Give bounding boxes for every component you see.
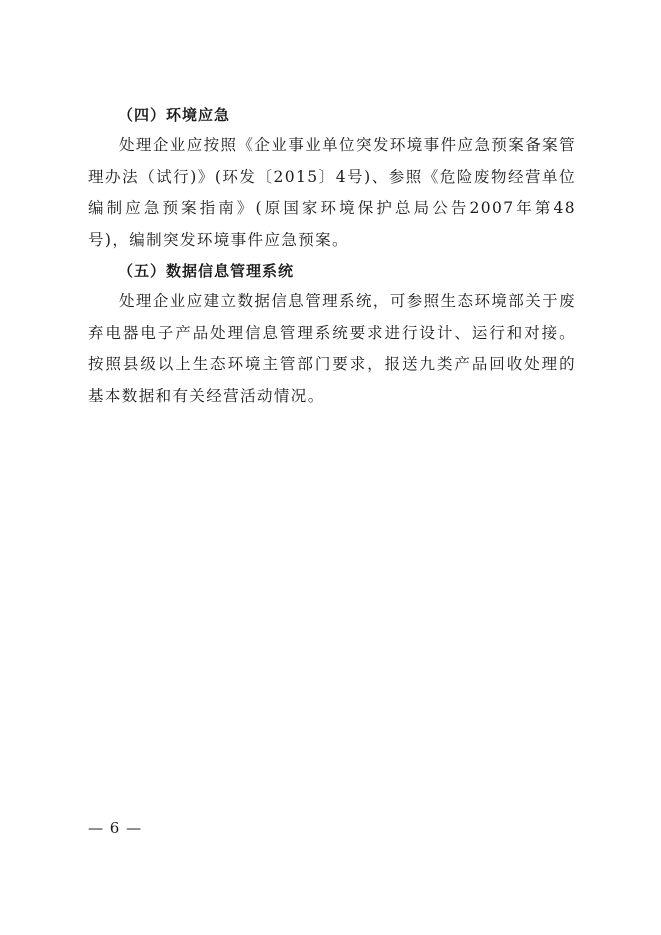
page-number: — 6 —	[88, 819, 143, 837]
section-paragraph-emergency: 处理企业应按照《企业事业单位突发环境事件应急预案备案管理办法（试行)》(环发〔2015〕4号)、参照《危险废物经营单位编制应急预案指南》(原国家环境保护总局公告2007年第48号)，编制突发环境事件应急预案。	[88, 136, 576, 249]
section-paragraph-data-system: 处理企业应建立数据信息管理系统，可参照生态环境部关于废弃电器电子产品处理信息管理系统要求进行设计、运行和对接。按照县级以上生态环境主管部门要求，报送九类产品回收处理的基本数据和有关经营活动情况。	[88, 292, 576, 405]
section-heading-emergency: （四）环境应急	[118, 106, 231, 124]
section-heading-data-system: （五）数据信息管理系统	[118, 262, 295, 280]
document-body	[88, 100, 576, 412]
